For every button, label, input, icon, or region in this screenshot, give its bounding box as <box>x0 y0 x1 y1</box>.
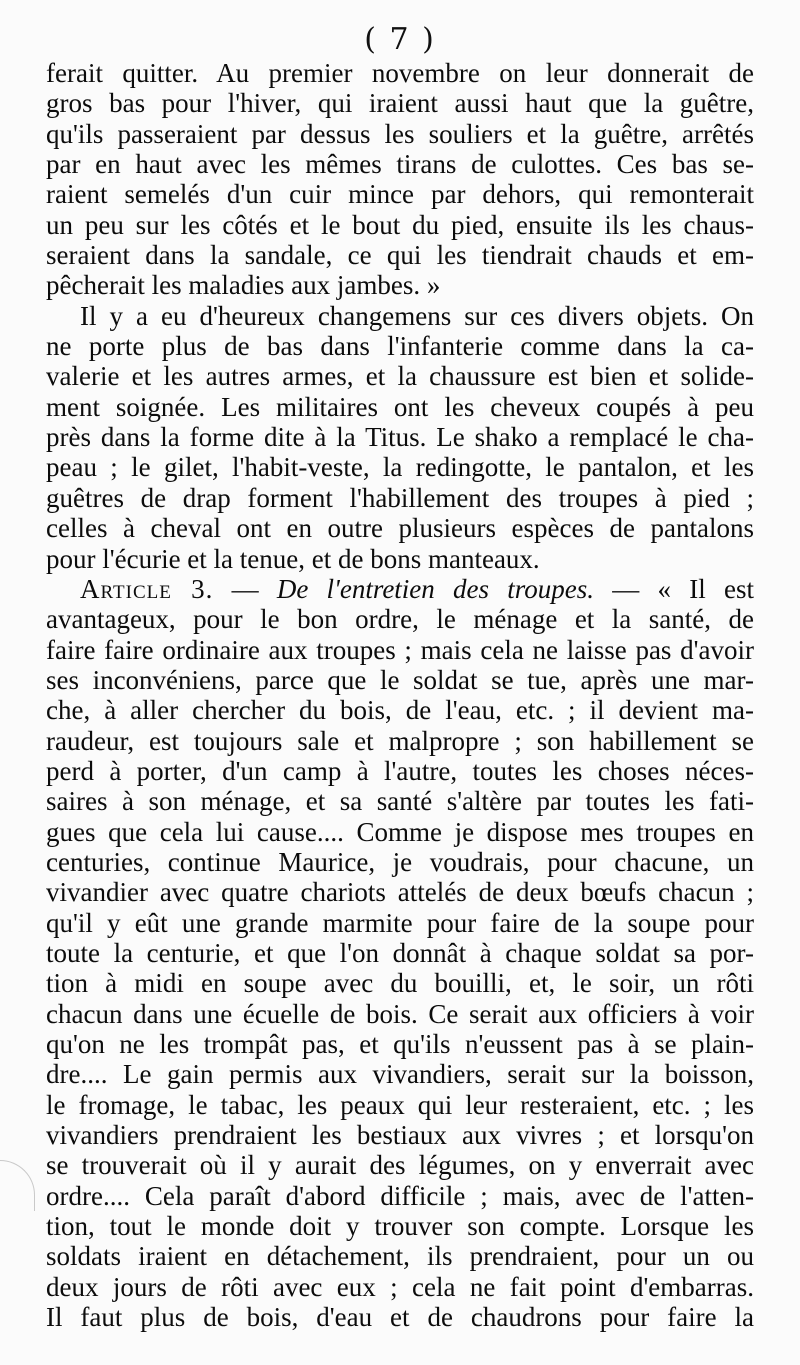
article-label: Article 3. <box>80 573 214 604</box>
text-line: ment soignée. Les militaires ont les cheveux coupés à peu <box>46 391 754 422</box>
text-line: ses inconvéniens, parce que le soldat se tue, après une mar- <box>46 664 754 695</box>
text-line: faire faire ordinaire aux troupes ; mais cela ne laisse pas d'avoir <box>46 634 754 665</box>
text-line: près dans la forme dite à la Titus. Le shako a remplacé le cha- <box>46 422 754 453</box>
text-line: toute la centurie, et que l'on donnât à chaque soldat sa por- <box>46 937 754 968</box>
text-line: chacun dans une écuelle de bois. Ce serait aux officiers à voir <box>46 998 754 1029</box>
heading-dash: — <box>594 573 658 604</box>
text-line: raient semelés d'un cuir mince par dehors, qui remonterait <box>46 179 754 210</box>
text-line: qu'on ne les trompât pas, et qu'ils n'eussent pas à se plain- <box>46 1029 754 1059</box>
heading-continuation: « Il est <box>657 573 754 604</box>
text-line: soldats iraient en détachement, ils prendraient, pour un ou <box>46 1241 754 1272</box>
text-line: saires à son ménage, et sa santé s'altère par toutes les fati- <box>46 786 754 817</box>
text-line: seraient dans la sandale, ce qui les tiendrait chauds et em- <box>46 240 754 271</box>
text-line: tion, tout le monde doit y trouver son compte. Lorsque les <box>46 1211 754 1242</box>
text-line: deux jours de rôti avec eux ; cela ne fait point d'embarras. <box>46 1271 754 1302</box>
text-line: ne porte plus de bas dans l'infanterie comme dans la ca- <box>46 331 754 362</box>
text-line: un peu sur les côtés et le bout du pied, ensuite ils les chaus- <box>46 209 754 240</box>
article-title: De l'entretien des troupes. <box>276 573 595 604</box>
text-line: pêcherait les maladies aux jambes. » <box>46 270 441 301</box>
text-line: pour l'écurie et la tenue, et de bons manteaux. <box>46 543 540 574</box>
text-line: perd à porter, d'un camp à l'autre, toutes les choses néces- <box>46 755 754 786</box>
text-line: se trouverait où il y aurait des légumes, on y enverrait avec <box>46 1150 754 1181</box>
text-line: gues que cela lui cause.... Comme je dispose mes troupes en <box>46 816 754 847</box>
text-line: vivandier avec quatre chariots attelés de deux bœufs chacun ; <box>46 877 754 908</box>
page-number: ( 7 ) <box>364 22 436 57</box>
text-line: peau ; le gilet, l'habit-veste, la redingotte, le pantalon, et les <box>46 452 754 483</box>
article-heading-line <box>46 574 754 604</box>
text-line: le fromage, le tabac, les peaux qui leur resteraient, etc. ; les <box>46 1089 754 1120</box>
heading-dash: — <box>213 573 277 604</box>
text-line: ferait quitter. Au premier novembre on leur donnerait de <box>46 58 754 88</box>
text-line: dre.... Le gain permis aux vivandiers, serait sur la boisson, <box>46 1059 754 1090</box>
text-line: guêtres de drap forment l'habillement des troupes à pied ; <box>46 482 754 513</box>
text-line: qu'il y eût une grande marmite pour faire de la soupe pour <box>46 907 754 938</box>
text-line: qu'ils passeraient par dessus les souliers et la guêtre, arrêtés <box>46 118 754 149</box>
text-line: par en haut avec les mêmes tirans de culottes. Ces bas se- <box>46 149 754 180</box>
text-line: tion à midi en soupe avec du bouilli, et, le soir, un rôti <box>46 968 754 999</box>
text-line: Il y a eu d'heureux changemens sur ces divers objets. On <box>80 300 754 331</box>
text-line: celles à cheval ont en outre plusieurs espèces de pantalons <box>46 513 754 544</box>
body-text <box>46 58 754 1332</box>
page-edge-mark <box>0 1160 35 1211</box>
text-line: Il faut plus de bois, d'eau et de chaudrons pour faire la <box>46 1302 754 1333</box>
text-line: centuries, continue Maurice, je voudrais, pour chacune, un <box>46 846 754 877</box>
text-line: valerie et les autres armes, et la chaussure est bien et solide- <box>46 361 754 392</box>
text-line: gros bas pour l'hiver, qui iraient aussi haut que la guêtre, <box>46 88 754 119</box>
text-line: avantageux, pour le bon ordre, le ménage et la santé, de <box>46 604 754 635</box>
text-line: che, à aller chercher du bois, de l'eau, etc. ; il devient ma- <box>46 695 754 726</box>
text-line: raudeur, est toujours sale et malpropre ; son habillement se <box>46 725 754 756</box>
text-line: ordre.... Cela paraît d'abord difficile ; mais, avec de l'atten- <box>46 1180 754 1211</box>
text-line: vivandiers prendraient les bestiaux aux vivres ; et lorsqu'on <box>46 1120 754 1151</box>
